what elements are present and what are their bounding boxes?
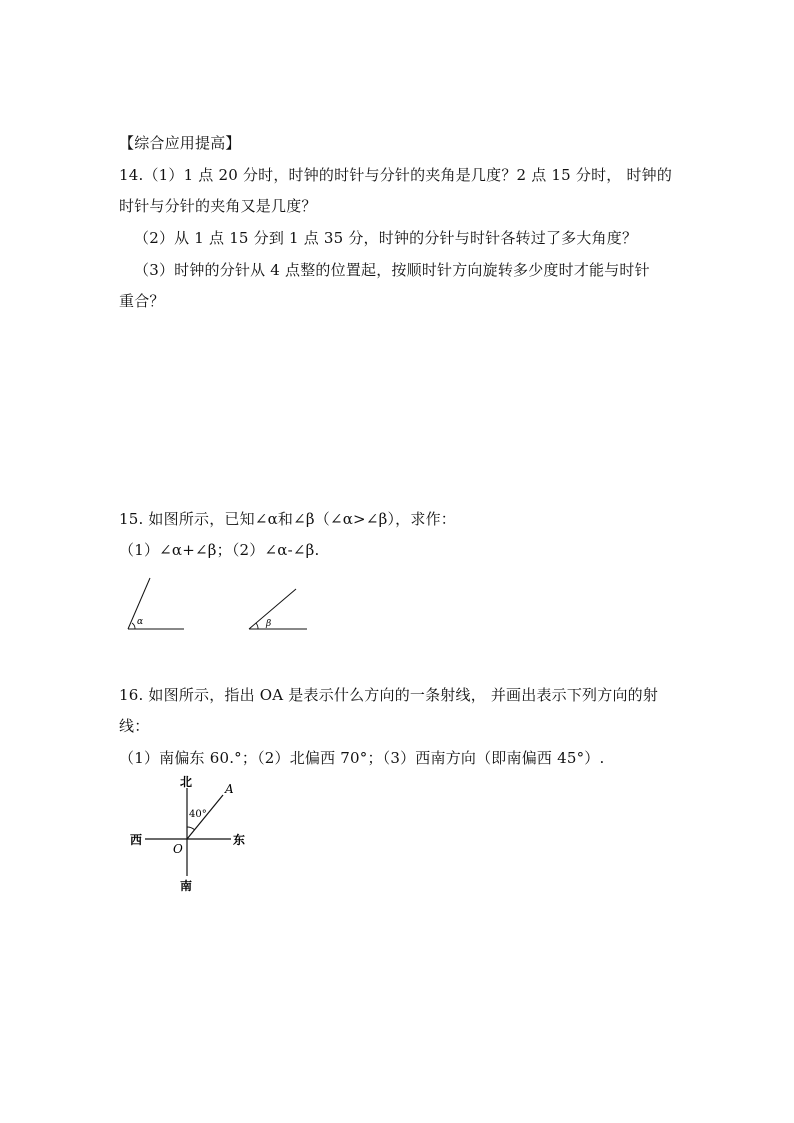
ray-a-label: A bbox=[225, 782, 234, 796]
south-label: 南 bbox=[180, 879, 193, 893]
q16-line-3: （1）南偏东 60.°；（2）北偏西 70°；（3）西南方向（即南偏西 45°）. bbox=[119, 749, 605, 767]
beta-label: β bbox=[266, 619, 272, 629]
q16-direction-figure bbox=[125, 770, 265, 895]
q15-angle-figure bbox=[120, 570, 320, 640]
north-label: 北 bbox=[180, 775, 193, 789]
q14-line-1: 14.（1）1 点 20 分时，时钟的时针与分针的夹角是几度？2 点 15 分时， 时钟的 bbox=[119, 166, 673, 184]
east-label: 东 bbox=[233, 833, 246, 847]
q14-line-5: 重合？ bbox=[119, 292, 165, 310]
origin-label: O bbox=[173, 842, 183, 856]
angle-beta bbox=[249, 589, 307, 629]
angle-alpha bbox=[128, 578, 184, 629]
west-label: 西 bbox=[130, 833, 143, 847]
q16-line-2: 线： bbox=[119, 717, 150, 735]
angle-40-label: 40° bbox=[189, 809, 207, 820]
alpha-label: α bbox=[137, 617, 144, 627]
q14-line-4: （3）时钟的分针从 4 点整的位置起，按顺时针方向旋转多少度时才能与时针 bbox=[134, 261, 650, 279]
q15-line-2: （1）∠α+∠β；（2）∠α-∠β. bbox=[119, 541, 320, 559]
section-heading: 【综合应用提高】 bbox=[119, 134, 241, 152]
q14-line-3: （2）从 1 点 15 分到 1 点 35 分，时钟的分针与时针各转过了多大角度？ bbox=[134, 229, 638, 247]
q16-line-1: 16. 如图所示，指出 OA 是表示什么方向的一条射线， 并画出表示下列方向的射 bbox=[119, 686, 659, 704]
q15-line-1: 15. 如图所示，已知∠α和∠β（∠α>∠β），求作： bbox=[119, 510, 456, 528]
q14-line-2: 时针与分针的夹角又是几度？ bbox=[119, 197, 317, 215]
